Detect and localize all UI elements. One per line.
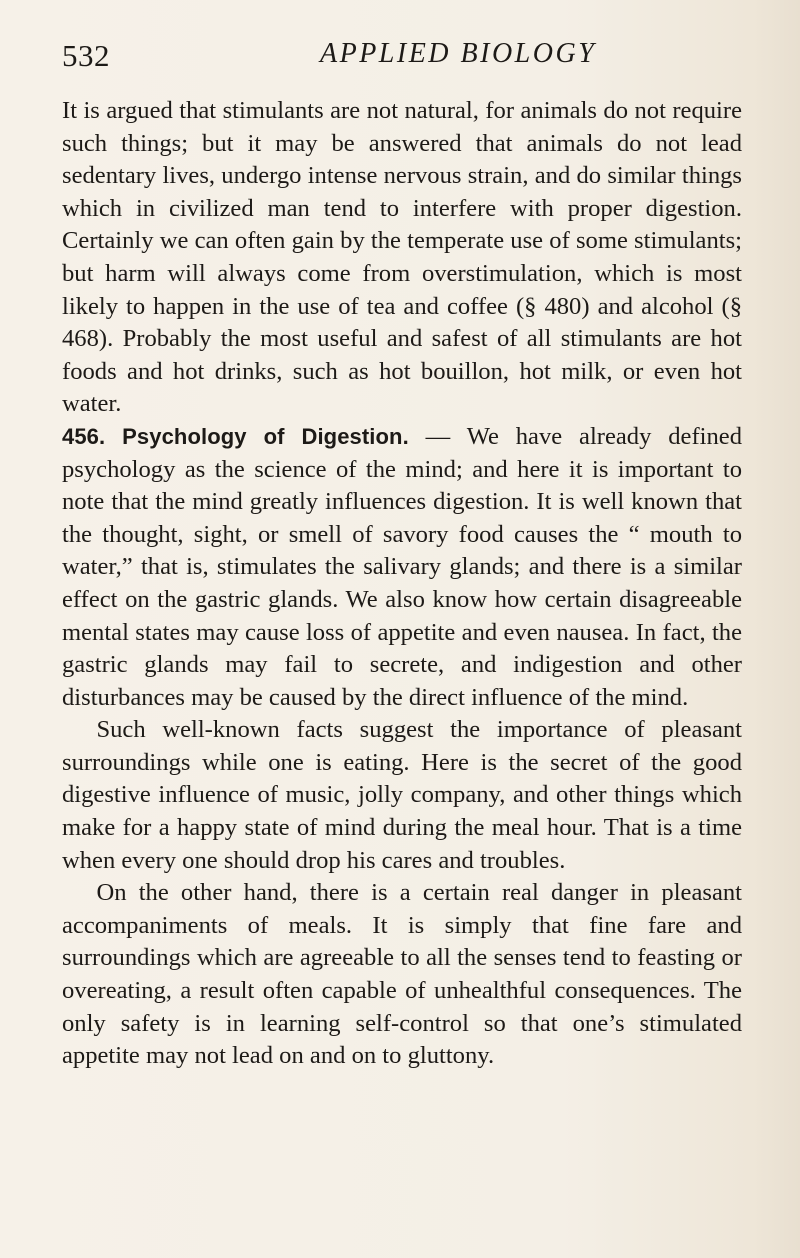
paragraph-danger-overeating: On the other hand, there is a certain real danger in pleasant accompaniments of meals. It is simply that fine fare and surroundings which are agreeable to all the senses tend to feasting or overeating, a result often capable of unhealthful consequences. The only safety is in learning self-control so that one’s stimulated appetite may not lead on and on to gluttony. [62,879,742,1070]
running-head: APPLIED BIOLOGY [320,38,597,69]
paragraph-stimulants: It is argued that stimulants are not natural, for animals do not require such things; but it may be answered that animals do not lead sedentary lives, undergo intense nervous strain, and do similar things which in civilized man tend to interfere with proper digestion. Certainly we can often gain by the temperate use of some stimulants; but harm will always come from overstimulation, which is most likely to happen in the use of tea and coffee (§ 480) and alcohol (§ 468). Probably the most useful and safest of all stimulants are hot foods and hot drinks, such as hot bouillon, hot milk, or even hot water. [62,97,742,418]
section-456-heading: 456. Psychology of Digestion. [62,423,409,449]
body-text [62,95,742,1073]
page-header [62,38,742,80]
paragraph-pleasant-surroundings: Such well-known facts suggest the importance of pleasant surroundings while one is eating. Here is the secret of the good digestive influence of music, jolly company, and other things which make for a happy state of mind during the meal hour. That is a time when every one should drop his cares and troubles. [62,716,742,874]
section-456 [62,421,742,714]
page-number: 532 [62,38,110,73]
section-456-text: — We have already defined psychology as the science of the mind; and here it is important to note that the mind greatly influences digestion. It is well known that the thought, sight, or smell of savory food causes the “ mouth to water,” that is, stimulates the salivary glands; and there is a similar effect on the gastric glands. We also know how certain disagreeable mental states may cause loss of appetite and even nausea. In fact, the gastric glands may fail to secrete, and indigestion and other disturbances may be caused by the direct influence of the mind. [62,422,743,711]
